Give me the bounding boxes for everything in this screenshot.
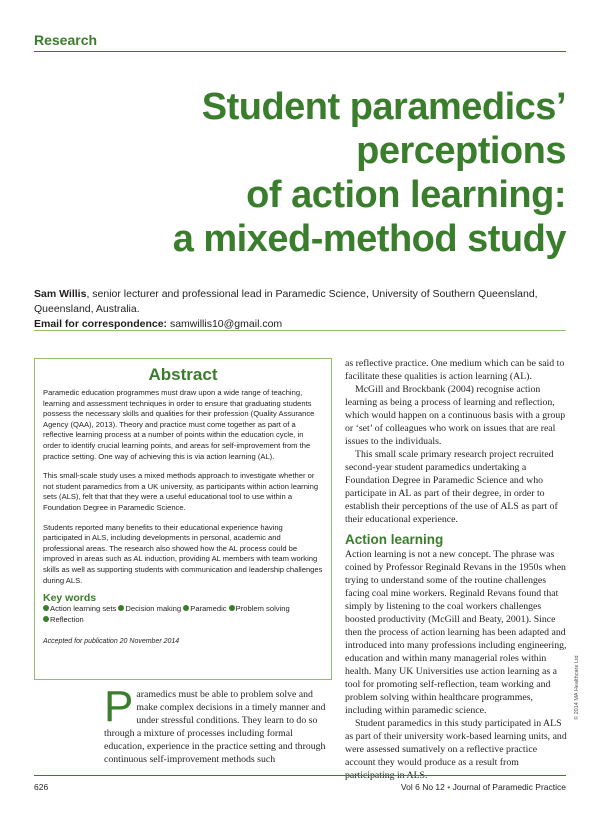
keyword: Paramedic <box>183 604 226 613</box>
page-number: 626 <box>34 782 49 792</box>
author-name: Sam Willis <box>34 288 87 300</box>
top-divider <box>34 51 566 52</box>
article-title <box>96 85 566 261</box>
abstract-heading: Abstract <box>148 365 218 384</box>
bullet-icon <box>43 616 49 622</box>
keyword: Decision making <box>118 604 181 613</box>
bullet-icon <box>118 605 124 611</box>
keywords-heading: Key words <box>43 592 97 605</box>
intro-text: aramedics must be able to problem solve and make complex decisions in a timely manner and under stressful conditions. They learn to do so through a mixture of processes including formal education, experience in the practice setting and through continuous self-improvement methods such <box>104 689 326 765</box>
title-line: a mixed-method study <box>172 218 566 260</box>
bullet-icon <box>43 605 49 611</box>
section-label: Research <box>34 32 98 48</box>
body-paragraph: Action learning is not a new concept. The phrase was coined by Professor Reginald Revans in the 1950s when trying to understand some of the routine challenges facing coal mine workers. Reginald Revans found that simply by listening to the coal workers challenges boosted productivity (McGill and Beaty, 2001). Since then the process of action learning has been adapted and introduced into many professions including engineering, education and within many managerial roles within health. Many UK Universities use action learning as a tool for promoting self-reflection, team working and problem solving within healthcare programmes, including within paramedic science. <box>345 549 567 716</box>
title-line: Student paramedics’ <box>201 86 566 128</box>
author-affiliation: , senior lecturer and professional lead in Paramedic Science, University of Southern Queensland, Queensland, Australia. <box>34 288 538 315</box>
bottom-divider <box>34 775 566 776</box>
abstract-box <box>34 358 332 680</box>
author-email[interactable]: samwillis10@gmail.com <box>169 318 283 330</box>
author-divider <box>34 330 566 331</box>
volume-info: Vol 6 No 12 <box>400 782 445 792</box>
journal-name: Journal of Paramedic Practice <box>452 782 566 792</box>
body-paragraph: McGill and Brockbank (2004) recognise action learning as being a process of learning and reflection, which would happen on a continuous basis with a group or ‘set’ of colleagues who work on issues that are real issues to the individuals. <box>345 384 566 447</box>
footer-bullet: • <box>447 782 451 792</box>
keyword: Problem solving <box>229 604 290 613</box>
body-paragraph: This small scale primary research project recruited second-year student paramedics undertaking a Foundation Degree in Paramedic Science and who participate in AL as part of their degree, in order to establish their perceptions of the use of ALS as part of their educational experience. <box>345 449 558 525</box>
bullet-icon <box>183 605 189 611</box>
title-line: of action learning: <box>246 174 566 216</box>
accepted-date: Accepted for publication 20 November 2014 <box>43 638 180 646</box>
abstract-paragraph: Paramedic education programmes must draw upon a wide range of teaching, learning and assessment techniques in order to ensure that graduating students possess the necessary skills and qualities for their profession (Quality Assurance Agency (QAA), 2013). Theory and practice must come together as part of a reflective learning process at a number of points within the education cycle, in order to identify crucial learning points, and areas for self-improvement from the practice setting. One way of achieving this is via action learning (AL). <box>43 388 315 461</box>
author-block <box>34 287 566 332</box>
body-paragraph: Student paramedics in this study participated in ALS as part of their university work-based learning units, and were assessed sumatively on a reflective practice account they would produce as a result from <box>345 718 567 768</box>
abstract-paragraph: Students reported many benefits to their educational experience having participated in ALS, including developments in personal, academic and professional areas. The research also showed how the AL process could be improved in areas such as AL induction, providing AL members with team working skills as well as supporting students with communication and leadership challenges during ALS. <box>43 522 323 585</box>
abstract-paragraph: This small-scale study uses a mixed methods approach to investigate whether or not student paramedics from a UK university, as participants within action learning sets (ALS), felt that that they were a useful educational tool to use within a Foundation Degree in Paramedic Science. <box>43 471 319 512</box>
keywords-list <box>43 604 323 625</box>
author-line <box>34 287 566 317</box>
keyword: Action learning sets <box>43 604 116 613</box>
right-column <box>345 357 567 782</box>
keyword: Reflection <box>43 615 84 624</box>
journal-footer <box>401 782 566 792</box>
copyright-note: © 2014 MA Healthcare Ltd <box>574 655 580 720</box>
drop-cap: P <box>104 682 134 731</box>
intro-paragraph <box>104 682 332 766</box>
section-heading: Action learning <box>345 532 444 547</box>
body-paragraph: as reflective practice. One medium which can be said to facilitate these qualities is action learning (AL). <box>345 358 565 382</box>
email-label: Email for correspondence: <box>34 318 168 330</box>
bullet-icon <box>229 605 235 611</box>
title-line: perceptions <box>356 130 566 172</box>
